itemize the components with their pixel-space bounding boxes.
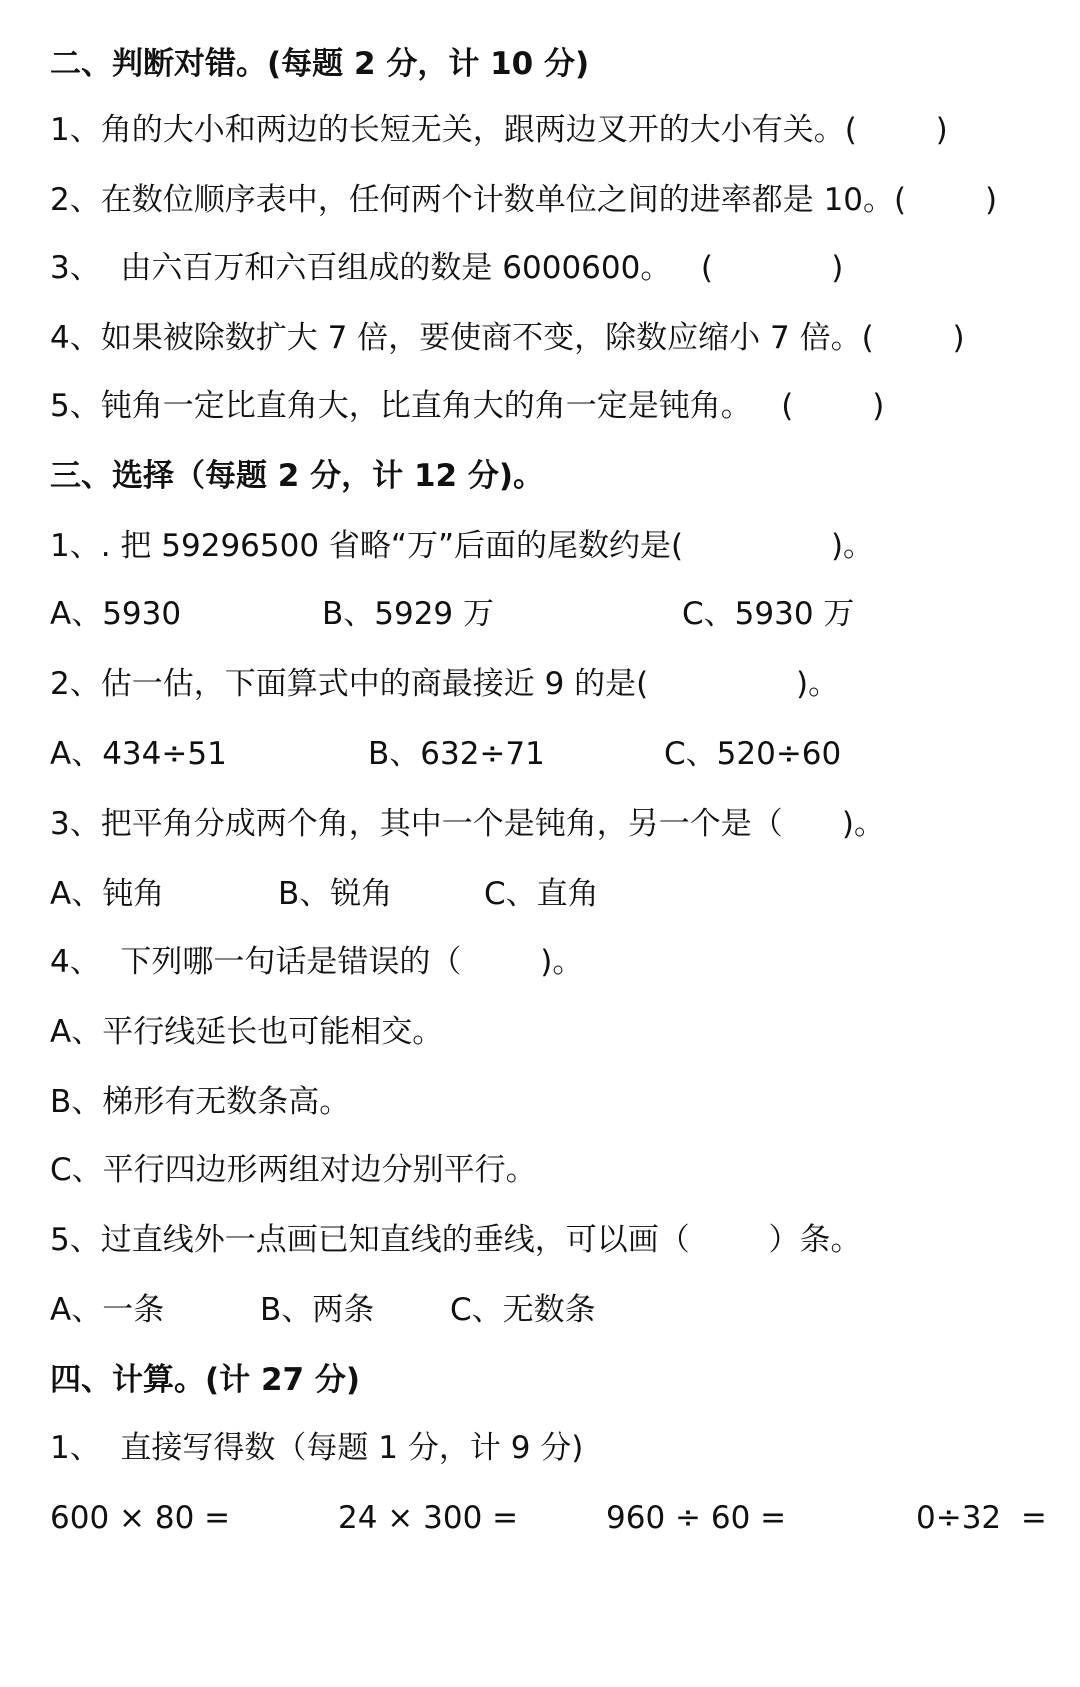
judge-item-3: 3、 由六百万和六百组成的数是 6000600。 ( ) bbox=[50, 250, 844, 286]
choice-q2-option-c: C、520÷60 bbox=[664, 736, 842, 772]
choice-q1-option-a: A、5930 bbox=[50, 596, 182, 632]
choice-q2: 2、估一估，下面算式中的商最接近 9 的是( )。 bbox=[50, 666, 840, 702]
choice-q4-option-b: B、梯形有无数条高。 bbox=[50, 1084, 351, 1120]
choice-q5: 5、过直线外一点画已知直线的垂线，可以画（ ）条。 bbox=[50, 1222, 862, 1258]
section-3-heading: 三、选择（每题 2 分，计 12 分)。 bbox=[50, 458, 545, 494]
choice-q1: 1、. 把 59296500 省略“万”后面的尾数约是( )。 bbox=[50, 528, 875, 564]
choice-q5-option-a: A、一条 bbox=[50, 1292, 165, 1328]
section-2-heading: 二、判断对错。(每题 2 分，计 10 分) bbox=[50, 46, 590, 82]
choice-q2-option-b: B、632÷71 bbox=[368, 736, 545, 772]
choice-q4-option-a: A、平行线延长也可能相交。 bbox=[50, 1014, 444, 1050]
calc-sub-1: 1、 直接写得数（每题 1 分，计 9 分) bbox=[50, 1430, 584, 1466]
choice-q3-option-a: A、钝角 bbox=[50, 876, 165, 912]
choice-q1-option-b: B、5929 万 bbox=[322, 596, 495, 632]
calc-item-2: 24 × 300 = bbox=[338, 1500, 519, 1536]
judge-item-5: 5、钝角一定比直角大，比直角大的角一定是钝角。 ( ) bbox=[50, 388, 885, 424]
judge-item-1: 1、角的大小和两边的长短无关，跟两边叉开的大小有关。( ) bbox=[50, 112, 948, 148]
judge-item-2: 2、在数位顺序表中，任何两个计数单位之间的进率都是 10。( ) bbox=[50, 182, 998, 218]
choice-q5-option-b: B、两条 bbox=[260, 1292, 375, 1328]
calc-item-4: 0÷32 = bbox=[916, 1500, 1047, 1536]
choice-q3-option-b: B、锐角 bbox=[278, 876, 393, 912]
choice-q4-option-c: C、平行四边形两组对边分别平行。 bbox=[50, 1152, 537, 1188]
choice-q3: 3、把平角分成两个角，其中一个是钝角，另一个是（ )。 bbox=[50, 806, 885, 842]
choice-q3-option-c: C、直角 bbox=[484, 876, 599, 912]
calc-item-1: 600 × 80 = bbox=[50, 1500, 231, 1536]
section-4-heading: 四、计算。(计 27 分) bbox=[50, 1362, 361, 1398]
judge-item-4: 4、如果被除数扩大 7 倍，要使商不变，除数应缩小 7 倍。( ) bbox=[50, 320, 965, 356]
choice-q2-option-a: A、434÷51 bbox=[50, 736, 227, 772]
choice-q1-option-c: C、5930 万 bbox=[682, 596, 855, 632]
choice-q4: 4、 下列哪一句话是错误的（ )。 bbox=[50, 944, 584, 980]
calc-item-3: 960 ÷ 60 = bbox=[606, 1500, 787, 1536]
choice-q5-option-c: C、无数条 bbox=[450, 1292, 596, 1328]
